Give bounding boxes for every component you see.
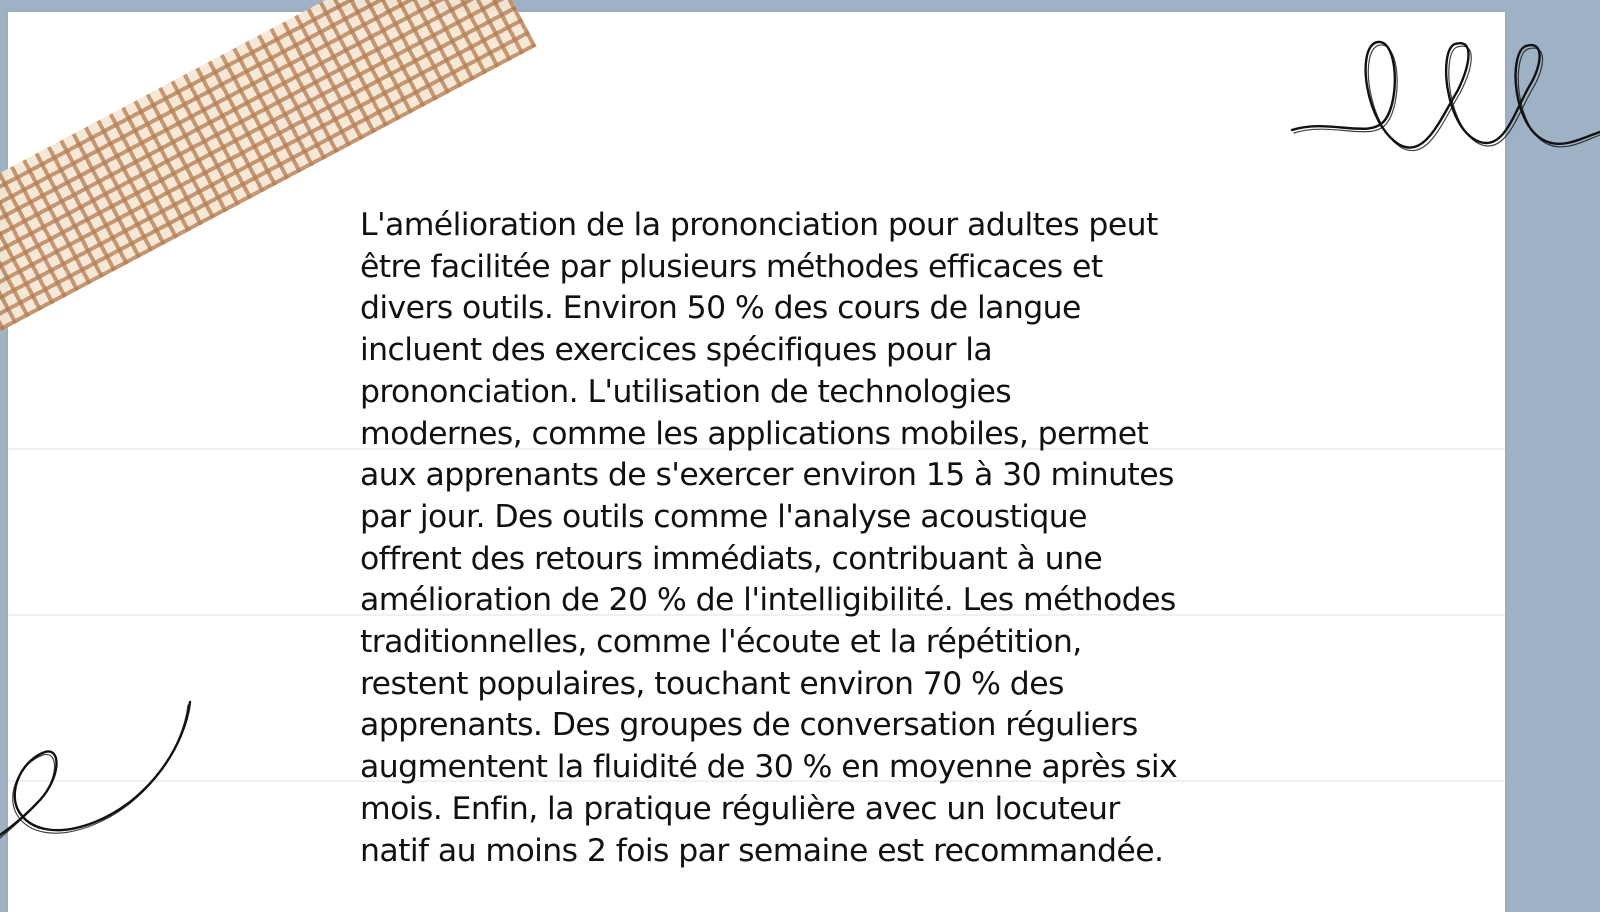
paragraph-line: restent populaires, touchant environ 70 % des — [360, 665, 1064, 702]
paragraph-line: divers outils. Environ 50 % des cours de langue — [360, 290, 1081, 327]
paragraph-line: amélioration de 20 % de l'intelligibilité. Les méthodes — [360, 582, 1176, 619]
paragraph-line: modernes, comme les applications mobiles, permet — [360, 415, 1149, 452]
loop-squiggle-decoration — [1290, 30, 1600, 170]
paragraph-line: par jour. Des outils comme l'analyse acoustique — [360, 498, 1087, 535]
paragraph-line: apprenants. Des groupes de conversation réguliers — [360, 707, 1138, 744]
paragraph-line: traditionnelles, comme l'écoute et la répétition, — [360, 624, 1082, 661]
paragraph-line: prononciation. L'utilisation de technologies — [360, 373, 1012, 410]
paragraph-line: offrent des retours immédiats, contribuant à une — [360, 540, 1103, 577]
paragraph-line: augmentent la fluidité de 30 % en moyenne après six — [360, 749, 1178, 786]
paragraph-line: natif au moins 2 fois par semaine est recommandée. — [360, 832, 1164, 869]
paragraph-line: être facilitée par plusieurs méthodes efficaces et — [360, 248, 1103, 285]
paragraph-line: mois. Enfin, la pratique régulière avec un locuteur — [360, 790, 1120, 827]
curl-squiggle-decoration — [0, 690, 200, 850]
body-paragraph — [360, 205, 1260, 872]
paragraph-line: incluent des exercices spécifiques pour la — [360, 332, 993, 369]
paragraph-line: L'amélioration de la prononciation pour adultes peut — [360, 207, 1158, 243]
paragraph-line: aux apprenants de s'exercer environ 15 à 30 minutes — [360, 457, 1174, 494]
